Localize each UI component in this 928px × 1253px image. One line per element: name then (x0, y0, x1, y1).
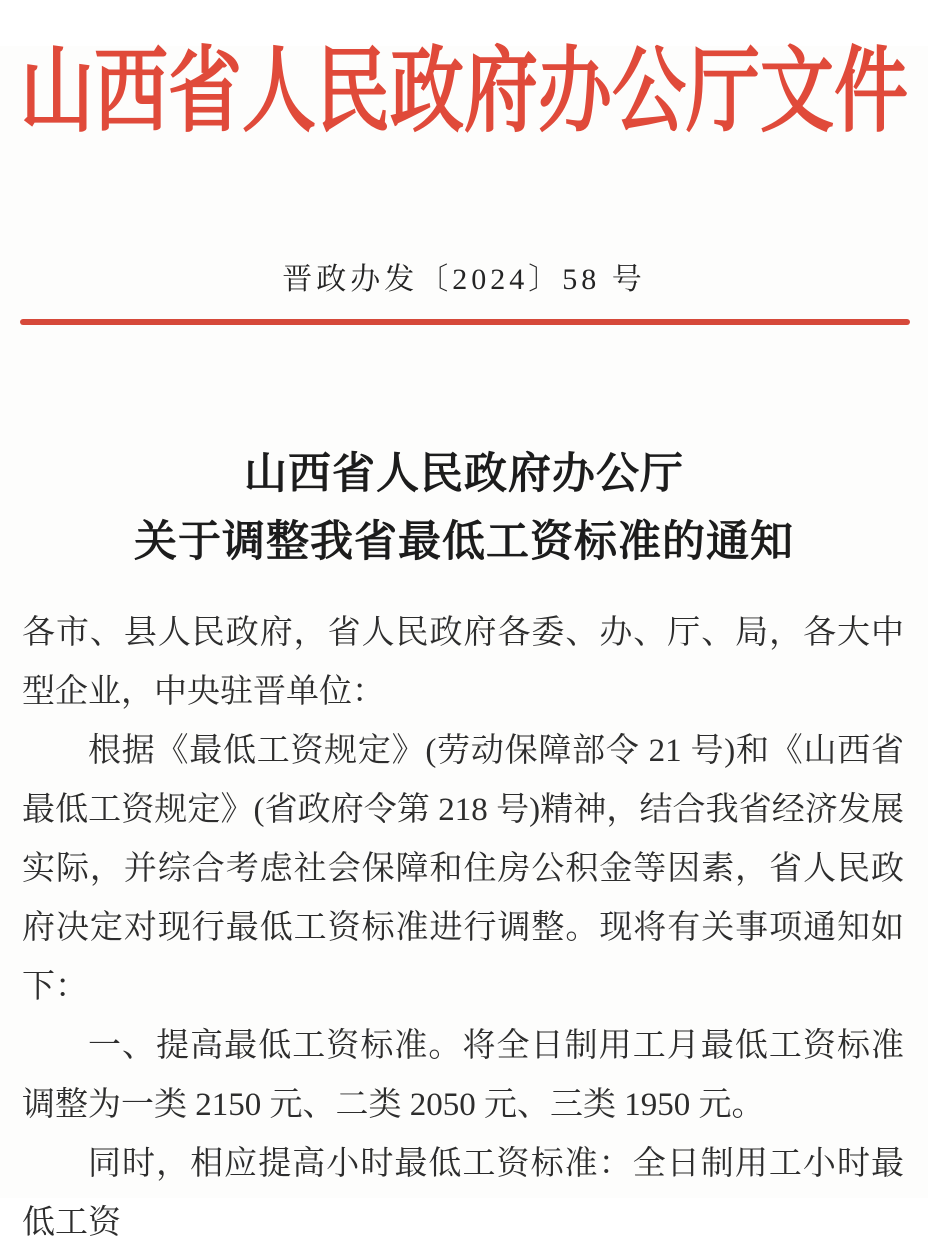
doc-number: 晋政办发〔2024〕58 号 (282, 263, 646, 296)
letterhead (0, 40, 928, 145)
document-body (22, 604, 904, 1253)
document-page (0, 40, 928, 1241)
document-title-line-1: 山西省人民政府办公厅 (244, 451, 684, 498)
red-divider-line (20, 319, 910, 325)
letterhead-title: 山西省人民政府办公厅文件 (20, 40, 908, 145)
body-paragraph-2: 根据《最低工资规定》(劳动保障部令 21 号)和《山西省最低工资规定》(省政府令第 218 号)精神，结合我省经济发展实际，并综合考虑社会保障和住房公积金等因素，省人民政府决定对现行最低工资标准进行调整。现将有关事项通知如下： (22, 733, 904, 1005)
document-title (0, 441, 928, 577)
document-title-line-2: 关于调整我省最低工资标准的通知 (134, 519, 794, 566)
body-paragraph-4: 同时，相应提高小时最低工资标准：全日制用工小时最低工资 (22, 1146, 904, 1241)
body-paragraph-3: 一、提高最低工资标准。将全日制用工月最低工资标准调整为一类 2150 元、二类 2050 元、三类 1950 元。 (22, 1028, 904, 1123)
body-paragraph-1: 各市、县人民政府，省人民政府各委、办、厅、局，各大中型企业，中央驻晋单位： (22, 615, 904, 710)
